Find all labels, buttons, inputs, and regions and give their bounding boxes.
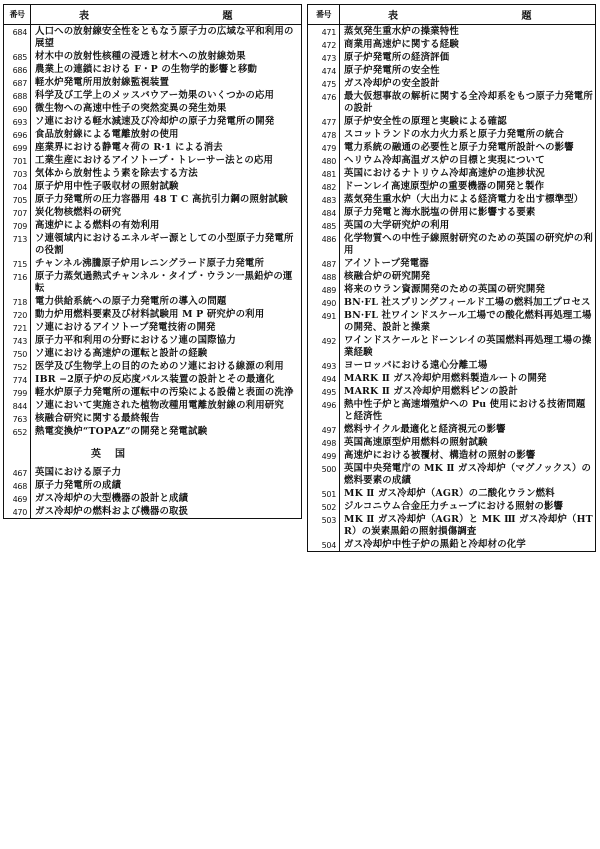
table-row [308, 487, 596, 500]
table-row [308, 219, 596, 232]
entry-title: 高速炉による燃料の有効利用 [35, 220, 160, 231]
table-row [308, 128, 596, 141]
table-row [4, 321, 302, 334]
entry-number: 504 [308, 538, 340, 552]
table-row [4, 347, 302, 360]
section-row [4, 438, 302, 466]
entry-number: 494 [308, 372, 340, 385]
entry-title: 英国の大学研究炉の利用 [344, 220, 450, 231]
entry-title: ガス冷却炉の大型機器の設計と成績 [35, 493, 189, 504]
entry-title: MK Ⅱ ガス冷却炉（AGR）の二酸化ウラン燃料 [344, 488, 555, 499]
entry-title: 原子炉発電所の安全性 [344, 65, 440, 76]
entry-title: ヘリウム冷却高温ガス炉の目標と実現について [344, 155, 545, 166]
number-header: 番号 [308, 5, 340, 25]
entry-title: 核融合炉の研究開発 [344, 271, 431, 282]
table-row [308, 385, 596, 398]
entry-number: 752 [4, 360, 31, 373]
entry-title: 最大仮想事故の解析に関する全冷却系をもつ原子力発電所の設計 [344, 91, 593, 114]
entry-title: 電力供給系統への原子力発電所の導入の問題 [35, 296, 227, 307]
entry-title: 核融合研究に関する最終報告 [35, 413, 160, 424]
table-row [4, 25, 302, 51]
entry-title: 英国における原子力 [35, 467, 122, 478]
title-header-right: 題 [521, 11, 532, 22]
left-body [4, 25, 302, 519]
entry-title: 英国におけるナトリウム冷却高速炉の進捗状況 [344, 168, 545, 179]
table-row [4, 505, 302, 519]
entry-title: 微生物への高速中性子の突然変異の発生効果 [35, 103, 227, 114]
entry-title: 原子炉用中性子吸収材の照射試験 [35, 181, 179, 192]
table-row [308, 64, 596, 77]
entry-title: 熱中性子炉と高速増殖炉への Pu 使用における技術問題と経済性 [344, 399, 586, 422]
title-header [340, 5, 596, 25]
entry-title: 原子力蒸気過熱式チャンネル・タイプ・ウラン一黒鉛炉の運転 [35, 271, 293, 294]
entry-number: 500 [308, 462, 340, 487]
table-row [4, 492, 302, 505]
entry-title: 原子炉安全性の原理と実験による確認 [344, 116, 507, 127]
table-row [4, 128, 302, 141]
right-body [308, 25, 596, 552]
entry-title: 将来のウラン資源開発のための英国の研究開発 [344, 284, 546, 295]
table-row [4, 76, 302, 89]
entry-number: 709 [4, 219, 31, 232]
table-row [4, 295, 302, 308]
table-row [308, 359, 596, 372]
entry-number: 497 [308, 423, 340, 436]
entry-title: 原子力発電所の成績 [35, 480, 122, 491]
title-header-left: 表 [79, 11, 89, 22]
entry-number: 493 [308, 359, 340, 372]
table-row [4, 63, 302, 76]
entry-number: 718 [4, 295, 31, 308]
entry-number: 473 [308, 51, 340, 64]
entry-title: 原子力発電所の圧力容器用 48 T C 高抗引力鋼の照射試験 [35, 194, 288, 205]
entry-number: 701 [4, 154, 31, 167]
entry-title: 燃料サイクル最適化と経済視元の影響 [344, 424, 506, 435]
entry-number: 480 [308, 154, 340, 167]
right-header-row [308, 5, 596, 25]
entry-number: 652 [4, 425, 31, 438]
title-header-right: 題 [222, 11, 233, 22]
entry-number: 467 [4, 466, 31, 479]
entry-title: 動力炉用燃料要素及び材料試験用 M P 研究炉の利用 [35, 309, 265, 320]
entry-title: ジルコニウム合金圧力チューブにおける照射の影響 [344, 501, 564, 512]
entry-title: MARK Ⅱ ガス冷却炉用燃料ピンの設計 [344, 386, 518, 397]
entry-title: ドーンレイ高速原型炉の重要機器の開発と製作 [344, 181, 545, 192]
title-header [31, 5, 302, 25]
entry-number: 495 [308, 385, 340, 398]
entry-number: 799 [4, 386, 31, 399]
entry-number: 482 [308, 180, 340, 193]
entry-number: 487 [308, 257, 340, 270]
table-row [308, 257, 596, 270]
table-row [4, 102, 302, 115]
entry-number: 705 [4, 193, 31, 206]
table-row [4, 206, 302, 219]
table-row [308, 51, 596, 64]
right-column-table [307, 4, 596, 552]
entry-number: 743 [4, 334, 31, 347]
entry-title: ガス冷却炉の安全設計 [344, 78, 440, 89]
entry-title: 座業界における静電々荷の R·1 による消去 [35, 142, 223, 153]
entry-number: 687 [4, 76, 31, 89]
table-row [4, 257, 302, 270]
table-row [4, 412, 302, 425]
table-row [308, 436, 596, 449]
table-row [4, 270, 302, 295]
entry-number: 489 [308, 283, 340, 296]
entry-title: 人口への放射線安全性をともなう原子力の広域な平和利用の展望 [35, 26, 294, 49]
table-row [4, 232, 302, 257]
table-row [4, 373, 302, 386]
entry-title: 材木中の放射性核種の浸透と材木への放射線効果 [35, 51, 246, 62]
entry-number: 501 [308, 487, 340, 500]
left-header-row [4, 5, 302, 25]
entry-number: 707 [4, 206, 31, 219]
table-row [308, 77, 596, 90]
table-row [4, 308, 302, 321]
entry-number: 844 [4, 399, 31, 412]
number-header: 番号 [4, 5, 31, 25]
entry-number: 492 [308, 334, 340, 359]
entry-title: 食品放射線による電離放射の使用 [35, 129, 179, 140]
entry-title: スコットランドの水力火力系と原子力発電所の統合 [344, 129, 565, 140]
table-row [4, 115, 302, 128]
entry-title: 科学及び工学上のメッスバウアー効果のいくつかの応用 [35, 90, 275, 101]
entry-number: 469 [4, 492, 31, 505]
entry-number: 474 [308, 64, 340, 77]
entry-number: 498 [308, 436, 340, 449]
table-row [4, 399, 302, 412]
entry-title: ガス冷却炉の燃料および機器の取扱 [35, 506, 189, 517]
entry-number: 699 [4, 141, 31, 154]
entry-title: ガス冷却炉中性子炉の黒鉛と冷却材の化学 [344, 539, 526, 550]
entry-title: ソ連における軽水減速及び冷却炉の原子力発電所の開発 [35, 116, 275, 127]
entry-title: ワインドスケールとドーンレイの英国燃料再処理工場の操業経験 [344, 335, 592, 358]
entry-number: 690 [4, 102, 31, 115]
section-heading: 英国 [91, 448, 139, 460]
table-row [308, 167, 596, 180]
table-row [4, 141, 302, 154]
entry-number: 774 [4, 373, 31, 386]
entry-title: 気体から放射性よう素を除去する方法 [35, 168, 198, 179]
table-row [4, 466, 302, 479]
entry-number: 693 [4, 115, 31, 128]
entry-number: 721 [4, 321, 31, 334]
left-column-table [3, 4, 302, 519]
table-row [308, 538, 596, 552]
entry-number: 716 [4, 270, 31, 295]
table-row [308, 309, 596, 334]
entry-title: チャンネル沸騰原子炉用レニングラード原子力発電所 [35, 258, 265, 269]
table-row [308, 38, 596, 51]
entry-number: 470 [4, 505, 31, 519]
title-header-left: 表 [388, 11, 398, 22]
table-row [4, 180, 302, 193]
entry-number: 477 [308, 115, 340, 128]
entry-title: MARK Ⅱ ガス冷却炉用燃料製造ルートの開発 [344, 373, 547, 384]
table-row [308, 296, 596, 309]
entry-number: 488 [308, 270, 340, 283]
entry-title: 原子炉発電所の経済評価 [344, 52, 450, 63]
entry-number: 763 [4, 412, 31, 425]
entry-title: ヨーロッパにおける遠心分離工場 [344, 360, 488, 371]
entry-number: 475 [308, 77, 340, 90]
table-row [4, 479, 302, 492]
table-row [308, 449, 596, 462]
table-row [308, 180, 596, 193]
table-row [308, 283, 596, 296]
entry-number: 503 [308, 513, 340, 538]
section-number-cell [4, 438, 31, 466]
table-row [4, 50, 302, 63]
entry-title: ソ連におけるアイソトープ発電技術の開発 [35, 322, 216, 333]
entry-title: 原子力発電と海水脱塩の併用に影響する要素 [344, 207, 536, 218]
table-row [308, 513, 596, 538]
entry-number: 715 [4, 257, 31, 270]
entry-title: アイソトープ発電器 [344, 258, 429, 269]
table-row [308, 462, 596, 487]
entry-number: 485 [308, 219, 340, 232]
table-row [308, 206, 596, 219]
entry-title: MK Ⅱ ガス冷却炉（AGR）と MK Ⅲ ガス冷却炉（HTR）の炭素黒鉛の照射損傷調査 [344, 514, 593, 537]
table-row [308, 154, 596, 167]
entry-title: 炭化物核燃料の研究 [35, 207, 122, 218]
entry-title: 農業上の連鎖における F・P の生物学的影響と移動 [35, 64, 258, 75]
table-row [4, 425, 302, 438]
entry-number: 468 [4, 479, 31, 492]
entry-title: ソ連において実施された植物改種用電離放射線の利用研究 [35, 400, 284, 411]
table-row [308, 193, 596, 206]
entry-title: BN·FL 社スプリングフィールド工場の燃料加工プロセス [344, 297, 591, 308]
entry-number: 704 [4, 180, 31, 193]
entry-number: 720 [4, 308, 31, 321]
entry-number: 713 [4, 232, 31, 257]
entry-number: 684 [4, 25, 31, 51]
entry-number: 688 [4, 89, 31, 102]
table-row [308, 141, 596, 154]
table-row [4, 219, 302, 232]
entry-number: 496 [308, 398, 340, 423]
entry-title: 英国高速原型炉用燃料の照射試験 [344, 437, 488, 448]
entry-title: ソ連領域内におけるエネルギー源としての小型原子力発電所の役割 [35, 233, 294, 256]
entry-number: 490 [308, 296, 340, 309]
table-row [308, 232, 596, 257]
entry-number: 471 [308, 25, 340, 39]
entry-number: 478 [308, 128, 340, 141]
entry-title: 熱電変換炉“TOPAZ”の開発と発電試験 [35, 426, 208, 437]
entry-number: 703 [4, 167, 31, 180]
table-row [308, 423, 596, 436]
entry-number: 481 [308, 167, 340, 180]
entry-number: 486 [308, 232, 340, 257]
entry-title: 原子力平和利用の分野におけるソ連の国際協力 [35, 335, 236, 346]
table-row [4, 334, 302, 347]
entry-title: 英国中央発電庁の MK Ⅱ ガス冷却炉（マグノックス）の燃料要素の成績 [344, 463, 592, 486]
entry-title: 高速炉における被覆材、構造材の照射の影響 [344, 450, 536, 461]
entry-number: 476 [308, 90, 340, 115]
table-row [4, 89, 302, 102]
table-row [4, 154, 302, 167]
entry-title: ソ連における高速炉の運転と設計の経験 [35, 348, 208, 359]
entry-title: 工業生産におけるアイソトープ・トレーサー法との応用 [35, 155, 274, 166]
entry-number: 750 [4, 347, 31, 360]
entry-title: 蒸気発生重水炉（大出力による経済電力を出す標準型） [344, 194, 584, 205]
entry-number: 491 [308, 309, 340, 334]
entry-number: 686 [4, 63, 31, 76]
table-row [308, 500, 596, 513]
entry-number: 472 [308, 38, 340, 51]
entry-number: 502 [308, 500, 340, 513]
table-row [308, 115, 596, 128]
entry-title: IBR −2原子炉の反応度パルス装置の設計とその最適化 [35, 374, 275, 385]
entry-number: 479 [308, 141, 340, 154]
entry-title: 軽水炉発電所用放射線監視装置 [35, 77, 170, 88]
table-row [308, 90, 596, 115]
entry-title: 電力系統の融通の必要性と原子力発電所設計への影響 [344, 142, 574, 153]
table-row [4, 386, 302, 399]
table-row [4, 360, 302, 373]
table-row [308, 334, 596, 359]
entry-title: BN·FL 社ワインドスケール工場での酸化燃料再処理工場の開発、設計と操業 [344, 310, 592, 333]
entry-number: 484 [308, 206, 340, 219]
table-row [4, 193, 302, 206]
table-row [308, 25, 596, 39]
entry-title: 蒸気発生重水炉の操業特性 [344, 26, 459, 37]
table-row [4, 167, 302, 180]
table-row [308, 398, 596, 423]
entry-number: 499 [308, 449, 340, 462]
table-row [308, 270, 596, 283]
entry-number: 483 [308, 193, 340, 206]
table-row [308, 372, 596, 385]
entry-number: 696 [4, 128, 31, 141]
entry-number: 685 [4, 50, 31, 63]
entry-title: 化学物質への中性子線照射研究のための英国の研究炉の利用 [344, 233, 593, 256]
entry-title: 商業用高速炉に関する経験 [344, 39, 459, 50]
entry-title: 軽水炉原子力発電所の運転中の汚染による設備と表面の洗浄 [35, 387, 294, 398]
entry-title: 医学及び生物学上の目的のためのソ連における線源の利用 [35, 361, 284, 372]
